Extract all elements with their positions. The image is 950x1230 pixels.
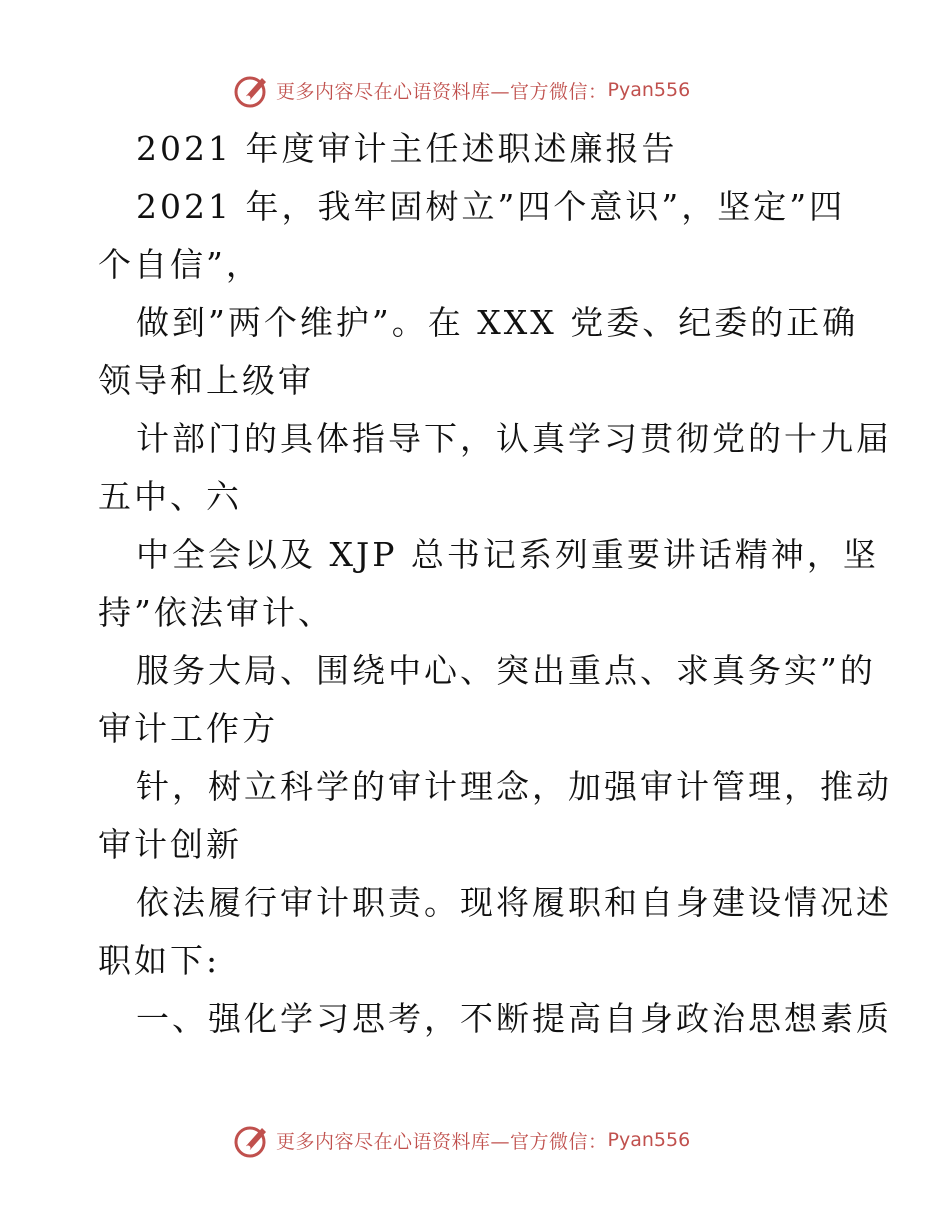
text-line: 做到”两个维护”。在 XXX 党委、纪委的正确 (136, 303, 859, 342)
watermark-footer (232, 1118, 832, 1162)
text-line: 领导和上级审 (98, 361, 314, 400)
watermark-wechat-id: Pyan556 (607, 79, 691, 101)
watermark-text: 更多内容尽在心语资料库—官方微信： (276, 80, 608, 103)
text-line: 中全会以及 XJP 总书记系列重要讲话精神，坚 (136, 535, 879, 574)
text-line: 职如下: (98, 941, 221, 980)
text-line: 针，树立科学的审计理念，加强审计管理，推动 (136, 767, 892, 806)
text-line: 2021 年度审计主任述职述廉报告 (136, 129, 678, 168)
watermark-wechat-id: Pyan556 (607, 1129, 691, 1151)
text-line: 五中、六 (98, 477, 242, 516)
text-line: 服务大局、围绕中心、突出重点、求真务实”的 (136, 651, 876, 690)
text-line: 个自信”， (98, 245, 262, 284)
text-line: 持”依法审计、 (98, 593, 334, 632)
pen-nib-logo-icon (232, 70, 272, 110)
text-line: 审计工作方 (98, 709, 278, 748)
pen-nib-logo-icon (232, 1120, 272, 1160)
document-body (98, 120, 892, 1048)
text-line: 审计创新 (98, 825, 242, 864)
text-line: 计部门的具体指导下，认真学习贯彻党的十九届 (136, 419, 892, 458)
watermark-text: 更多内容尽在心语资料库—官方微信： (276, 1130, 608, 1153)
watermark-header (232, 68, 832, 112)
text-line: 2021 年，我牢固树立”四个意识”，坚定”四 (136, 187, 846, 226)
text-line: 依法履行审计职责。现将履职和自身建设情况述 (136, 883, 892, 922)
text-line: 一、强化学习思考，不断提高自身政治思想素质 (136, 999, 892, 1038)
